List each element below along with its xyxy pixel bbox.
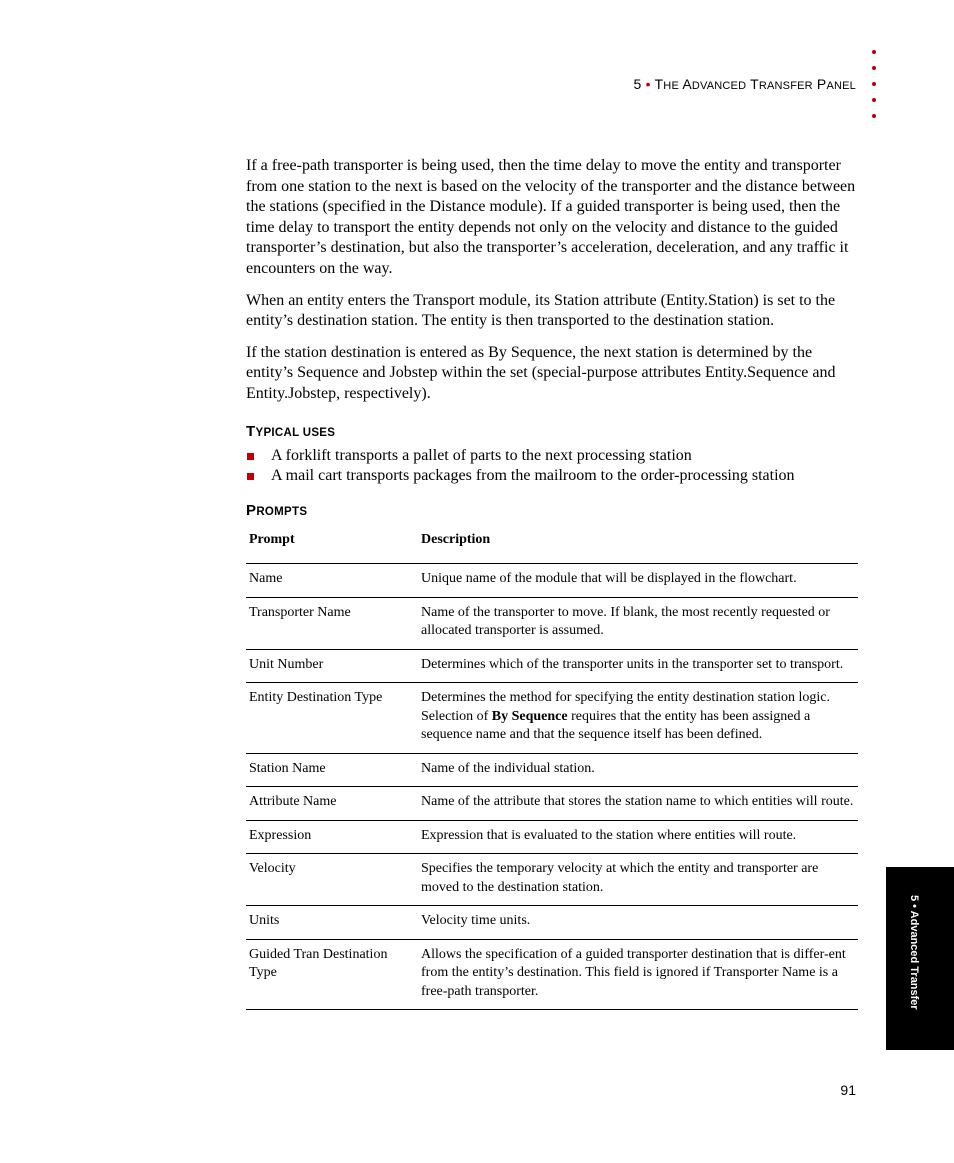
- dot-icon: [872, 66, 876, 70]
- table-header-row: [246, 525, 858, 564]
- prompt-cell: Velocity: [249, 861, 296, 877]
- prompt-cell: Expression: [249, 827, 312, 843]
- typical-uses-list: [246, 446, 858, 486]
- chapter-side-tab: [886, 867, 954, 1050]
- description-cell: Determines the method for specifying the entity destination station logic. Selection of By Sequence requires that the entity has been assigned a sequence name and that the sequence itself has been defined.: [421, 690, 831, 743]
- prompt-cell: Units: [249, 913, 280, 929]
- table-row: [246, 787, 858, 821]
- table-row: [246, 564, 858, 598]
- bold-term: By Sequence: [491, 708, 568, 724]
- prompt-cell: Name: [249, 571, 283, 587]
- description-cell: Name of the individual station.: [421, 760, 595, 776]
- table-row: [246, 753, 858, 787]
- body-paragraph: If the station destination is entered as By Sequence, the next station is determined by the entity’s Sequence and Jobstep within the set (special-purpose attributes Entity.Sequence and Entity.Jobstep, respectively).: [246, 343, 836, 402]
- prompt-cell: Station Name: [249, 760, 326, 776]
- prompt-cell: Unit Number: [249, 656, 324, 672]
- description-cell: Specifies the temporary velocity at which the entity and transporter are moved to the destination station.: [421, 861, 819, 895]
- description-cell: Allows the specification of a guided transporter destination that is differ-ent from the entity’s destination. This field is ignored if Transporter Name is a free-path transporter.: [421, 946, 846, 999]
- table-row: [246, 597, 858, 649]
- column-header-prompt: Prompt: [249, 531, 295, 547]
- square-bullet-icon: [247, 453, 254, 460]
- description-cell: Velocity time units.: [421, 913, 531, 929]
- chapter-number: 5: [633, 76, 642, 92]
- list-item: A forklift transports a pallet of parts to the next processing station: [246, 446, 858, 466]
- typical-uses-heading: TYPICAL USES: [246, 422, 336, 440]
- description-cell: Name of the transporter to move. If blank, the most recently requested or allocated transporter is assumed.: [421, 604, 830, 639]
- table-row: [246, 820, 858, 854]
- square-bullet-icon: [247, 473, 254, 480]
- chapter-title: THE ADVANCED TRANSFER PANEL: [654, 76, 856, 92]
- prompt-cell: Guided Tran Destination Type: [249, 946, 388, 981]
- dot-icon: [872, 82, 876, 86]
- table-row: [246, 854, 858, 906]
- description-cell: Determines which of the transporter units in the transporter set to transport.: [421, 656, 844, 672]
- column-header-description: Description: [421, 531, 491, 547]
- running-head: [633, 76, 856, 92]
- dot-icon: [872, 50, 876, 54]
- prompt-cell: Attribute Name: [249, 794, 337, 810]
- prompt-cell: Entity Destination Type: [249, 690, 383, 706]
- prompts-table: [246, 525, 858, 1011]
- table-row: [246, 906, 858, 940]
- description-cell: Name of the attribute that stores the station name to which entities will route.: [421, 794, 854, 810]
- body-paragraph: If a free-path transporter is being used, then the time delay to move the entity and transporter from one station to the next is based on the velocity of the transporter and the distance between the stations (specified in the Distance module). If a guided transporter is being used, then the time delay to transport the entity depends not only on the velocity and distance to the guided transporter’s destination, but also the transporter’s acceleration, deceleration, and any traffic it encounters on the way.: [246, 157, 856, 277]
- table-row: [246, 683, 858, 754]
- description-cell: Unique name of the module that will be displayed in the flowchart.: [421, 571, 797, 587]
- page-number: 91: [840, 1082, 856, 1098]
- table-row: [246, 649, 858, 683]
- list-item: A mail cart transports packages from the mailroom to the order-processing station: [246, 466, 858, 486]
- table-row: [246, 939, 858, 1010]
- body-paragraph: When an entity enters the Transport module, its Station attribute (Entity.Station) is set to the entity’s destination station. The entity is then transported to the destination station.: [246, 291, 836, 330]
- description-cell: Expression that is evaluated to the station where entities will route.: [421, 827, 797, 843]
- prompt-cell: Transporter Name: [249, 604, 351, 620]
- chapter-tab-label: 5 • Advanced Transfer: [908, 895, 920, 1010]
- dot-icon: [872, 114, 876, 118]
- page-content: [246, 156, 858, 1010]
- dot-icon: [872, 98, 876, 102]
- prompts-heading: PROMPTS: [246, 501, 308, 519]
- bullet-separator-icon: •: [645, 76, 651, 92]
